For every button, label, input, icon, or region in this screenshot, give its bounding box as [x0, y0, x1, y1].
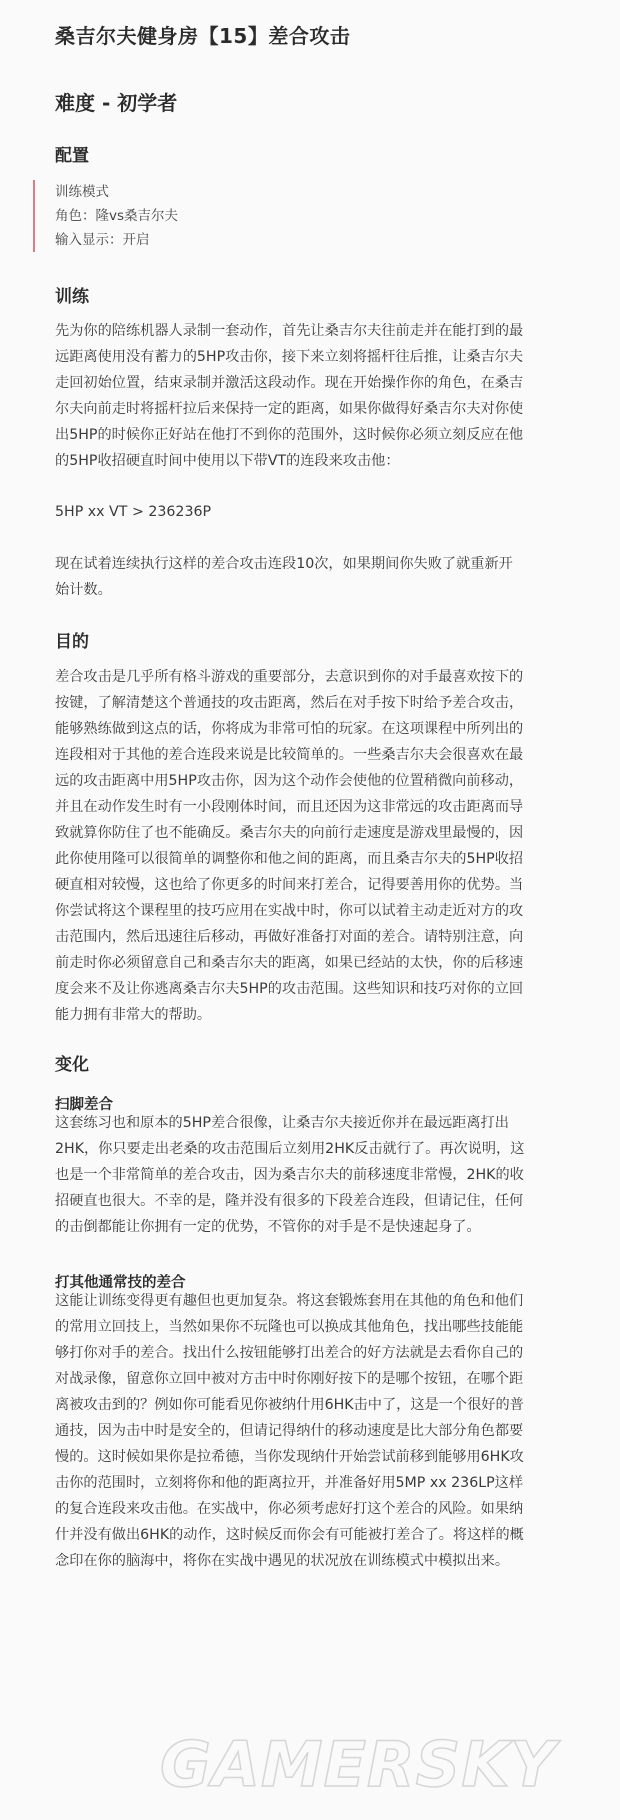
- purpose-heading: 目的: [55, 632, 89, 652]
- text-line: 连段相对于其他的差合连段来说是比较简单的。一些桑吉尔夫会很喜欢在最: [55, 747, 524, 763]
- config-item: 输入显示：开启: [55, 232, 150, 248]
- text-line: 尔夫向前走时将摇杆拉后来保持一定的距离，如果你做得好桑吉尔夫对你使: [55, 401, 524, 417]
- text-line: 出5HP的时候你正好站在他打不到你的范围外，这时候你必须立刻反应在他: [55, 427, 524, 443]
- purpose-paragraph: [55, 664, 575, 1028]
- gamersky-watermark-logo: GAMERSKY: [160, 1728, 557, 1801]
- text-line: 的5HP收招硬直时间中使用以下带VT的连段来攻击他：: [55, 453, 400, 469]
- training-paragraph: [55, 318, 575, 474]
- text-line: 招硬直也很大。不幸的是，隆并没有很多的下段差合连段，但请记住，任何: [55, 1193, 524, 1209]
- text-line: 远的攻击距离中用5HP攻击你，因为这个动作会使他的位置稍微向前移动，: [55, 773, 524, 789]
- text-line: 前走时你必须留意自己和桑吉尔夫的距离，如果已经站的太快，你的后移速: [55, 955, 524, 971]
- text-line: 现在试着连续执行这样的差合攻击连段10次，如果期间你失败了就重新开: [55, 556, 513, 572]
- difficulty-heading: 难度 - 初学者: [55, 91, 178, 115]
- text-line: 致就算你防住了也不能确反。桑吉尔夫的向前行走速度是游戏里最慢的，因: [55, 825, 524, 841]
- text-line: 差合攻击是几乎所有格斗游戏的重要部分，去意识到你的对手最喜欢按下的: [55, 669, 524, 685]
- text-line: 远距离使用没有蓄力的5HP攻击你，接下来立刻将摇杆往后推，让桑吉尔夫: [55, 349, 524, 365]
- text-line: 2HK，你只要走出老桑的攻击范围后立刻用2HK反击就行了。再次说明，这: [55, 1141, 525, 1157]
- sweep-paragraph: [55, 1110, 575, 1240]
- text-line: 慢的。这时候如果你是拉希德，当你发现纳什开始尝试前移到能够用6HK攻: [55, 1449, 524, 1465]
- text-line: 并且在动作发生时有一小段刚体时间，而且还因为这非常远的攻击距离而导: [55, 799, 524, 815]
- training-paragraph-2: [55, 551, 575, 603]
- combo-notation: [55, 499, 575, 525]
- config-item: 训练模式: [55, 184, 109, 200]
- text-line: 念印在你的脑海中，将你在实战中遇见的状况放在训练模式中模拟出来。: [55, 1553, 510, 1569]
- text-line: 的复合连段来攻击他。在实战中，你必须考虑好打这个差合的风险。如果纳: [55, 1501, 524, 1517]
- text-line: 度会来不及让你逃离桑吉尔夫5HP的攻击范围。这些知识和技巧对你的立回: [55, 981, 524, 997]
- text-line: 能够熟练做到这点的话，你将成为非常可怕的玩家。在这项课程中所列出的: [55, 721, 524, 737]
- other-normals-paragraph: [55, 1288, 575, 1574]
- config-heading: 配置: [55, 146, 89, 166]
- training-heading: 训练: [55, 287, 89, 307]
- text-line: 按键，了解清楚这个普通技的攻击距离，然后在对手按下时给予差合攻击，: [55, 695, 524, 711]
- page-title: 桑吉尔夫健身房【15】差合攻击: [55, 24, 351, 48]
- combo-text: 5HP xx VT > 236236P: [55, 504, 212, 520]
- text-line: 硬直相对较慢，这也给了你更多的时间来打差合，记得要善用你的优势。当: [55, 877, 524, 893]
- text-line: 什并没有做出6HK的动作，这时候反而你会有可能被打差合了。将这样的概: [55, 1527, 524, 1543]
- text-line: 对战录像，留意你立回中被对方击中时你刚好按下的是哪个按钮，在哪个距: [55, 1371, 524, 1387]
- text-line: 始计数。: [55, 582, 112, 598]
- text-line: 此你使用隆可以很简单的调整你和他之间的距离，而且桑吉尔夫的5HP收招: [55, 851, 524, 867]
- text-line: 能力拥有非常大的帮助。: [55, 1007, 212, 1023]
- config-blockquote: [33, 180, 455, 252]
- text-line: 你尝试将这个课程里的技巧应用在实战中时，你可以试着主动走近对方的攻: [55, 903, 524, 919]
- text-line: 离被攻击到的？例如你可能看见你被纳什用6HK击中了，这是一个很好的普: [55, 1397, 524, 1413]
- config-item: 角色：隆vs桑吉尔夫: [55, 208, 179, 224]
- text-line: 的击倒都能让你拥有一定的优势，不管你的对手是不是快速起身了。: [55, 1219, 481, 1235]
- text-line: 先为你的陪练机器人录制一套动作，首先让桑吉尔夫往前走并在能打到的最: [55, 323, 524, 339]
- text-line: 通技，因为击中时是安全的，但请记得纳什的移动速度是比大部分角色都要: [55, 1423, 524, 1439]
- text-line: 击范围内，然后迅速往后移动，再做好准备打对面的差合。请特别注意，向: [55, 929, 524, 945]
- text-line: 这套练习也和原本的5HP差合很像，让桑吉尔夫接近你并在最远距离打出: [55, 1115, 509, 1131]
- text-line: 击你的范围时，立刻将你和他的距离拉开，并准备好用5MP xx 236LP这样: [55, 1475, 524, 1491]
- other-normals-subheading: 打其他通常技的差合: [55, 1275, 186, 1291]
- text-line: 走回初始位置，结束录制并激活这段动作。现在开始操作你的角色，在桑吉: [55, 375, 524, 391]
- text-line: 这能让训练变得更有趣但也更加复杂。将这套锻炼套用在其他的角色和他们: [55, 1293, 524, 1309]
- text-line: 也是一个非常简单的差合攻击，因为桑吉尔夫的前移速度非常慢，2HK的收: [55, 1167, 524, 1183]
- variations-heading: 变化: [55, 1055, 89, 1075]
- sweep-subheading: 扫脚差合: [55, 1097, 113, 1113]
- text-line: 够打你对手的差合。找出什么按钮能够打出差合的好方法就是去看你自己的: [55, 1345, 524, 1361]
- text-line: 的常用立回技上，当然如果你不玩隆也可以换成其他角色，找出哪些技能能: [55, 1319, 524, 1335]
